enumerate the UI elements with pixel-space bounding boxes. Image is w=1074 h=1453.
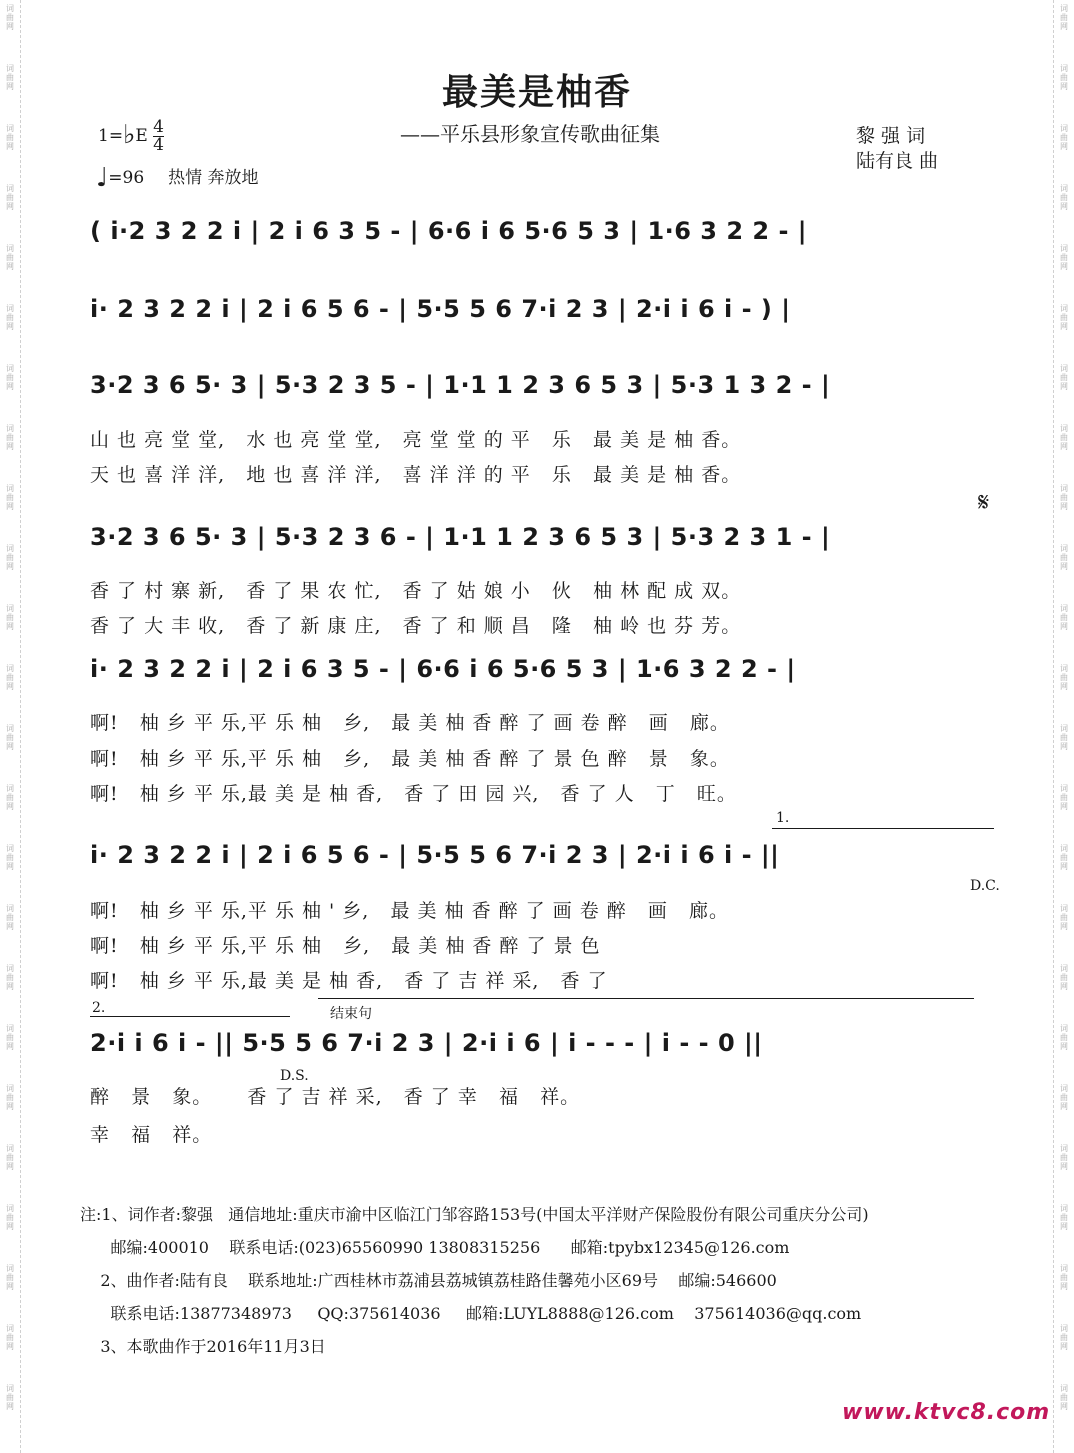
credits [856, 124, 938, 174]
dal-segno-sign-icon: 𝄋 [978, 488, 990, 518]
side-watermark-mark: 词 曲 网 [1060, 184, 1068, 211]
song-title: 最美是柚香 [441, 72, 632, 113]
lyric-line: 啊! 柚 乡 平 乐,最 美 是 柚 香, 香 了 田 园 兴, 香 了 人 丁 旺。 [90, 783, 737, 805]
side-watermark-mark: 词 曲 网 [6, 724, 14, 751]
side-watermark-mark: 词 曲 网 [6, 664, 14, 691]
lyric-line: 天 也 喜 洋 洋, 地 也 喜 洋 洋, 喜 洋 洋 的 平 乐 最 美 是 柚 香。 [90, 464, 742, 486]
side-watermark-mark: 词 曲 网 [6, 244, 14, 271]
left-side-strip [0, 0, 21, 1453]
side-watermark-mark: 词 曲 网 [1060, 424, 1068, 451]
side-watermark-mark: 词 曲 网 [6, 484, 14, 511]
side-watermark-mark: 词 曲 网 [1060, 1264, 1068, 1291]
ending-bracket [318, 998, 974, 999]
lyric-line: 香 了 村 寨 新, 香 了 果 农 忙, 香 了 姑 娘 小 伙 柚 林 配 成 双。 [90, 580, 742, 602]
lyric-line: 啊! 柚 乡 平 乐,最 美 是 柚 香, 香 了 吉 祥 采, 香 了 [90, 970, 608, 992]
side-watermark-mark: 词 曲 网 [6, 1084, 14, 1111]
footnote-line: 邮编:400010 联系电话:(023)65560990 13808315256 邮箱:tpybx12345@126.com [80, 1238, 790, 1257]
key-letter: E [135, 126, 148, 146]
lyricist-credit: 黎 强 词 [856, 125, 926, 147]
side-watermark-mark: 词 曲 网 [6, 4, 14, 31]
side-watermark-mark: 词 曲 网 [6, 604, 14, 631]
composer-credit: 陆有良 曲 [856, 150, 939, 172]
side-watermark-mark: 词 曲 网 [6, 364, 14, 391]
volta-2-label: 2. [92, 1000, 106, 1016]
side-watermark-mark: 词 曲 网 [6, 784, 14, 811]
side-watermark-mark: 词 曲 网 [1060, 724, 1068, 751]
side-watermark-mark: 词 曲 网 [6, 1324, 14, 1351]
side-watermark-mark: 词 曲 网 [6, 544, 14, 571]
score-row-intro-2: i· 2 3 2 2 i | 2 i 6 5 6 - | 5·5 5 6 7·i 2 3 | 2·i i 6 i - ) | [90, 295, 791, 323]
key-signature [98, 118, 164, 154]
footnote-line: 注:1、词作者:黎强 通信地址:重庆市渝中区临江门邹容路153号(中国太平洋财产保险股份有限公司重庆分公司) [80, 1205, 869, 1224]
side-watermark-mark: 词 曲 网 [1060, 1324, 1068, 1351]
footnote-line: 联系电话:13877348973 QQ:375614036 邮箱:LUYL8888@126.com 375614036@qq.com [80, 1304, 862, 1323]
quarter-note-icon: ♩ [96, 163, 109, 193]
lyric-line: 醉 景 象。 香 了 吉 祥 采, 香 了 幸 福 祥。 [90, 1086, 581, 1108]
song-subtitle: ——平乐县形象宣传歌曲征集 [400, 122, 660, 146]
lyric-line: 啊! 柚 乡 平 乐,平 乐 柚 乡, 最 美 柚 香 醉 了 景 色 [90, 935, 601, 957]
side-watermark-mark: 词 曲 网 [6, 1264, 14, 1291]
score-row-verse-2: 3·2 3 6 5· 3 | 5·3 2 3 6 - | 1·1 1 2 3 6 5 3 | 5·3 2 3 1 - | [90, 523, 831, 551]
volta-1-bracket [772, 828, 994, 829]
footnotes [80, 1198, 1050, 1363]
side-watermark-mark: 词 曲 网 [1060, 664, 1068, 691]
lyric-line: 啊! 柚 乡 平 乐,平 乐 柚 ' 乡, 最 美 柚 香 醉 了 画 卷 醉 画 廊。 [90, 900, 730, 922]
side-watermark-mark: 词 曲 网 [6, 1144, 14, 1171]
side-watermark-mark: 词 曲 网 [6, 124, 14, 151]
tempo-marking [96, 160, 259, 193]
side-watermark-mark: 词 曲 网 [1060, 64, 1068, 91]
time-signature-bottom: 4 [153, 135, 164, 155]
footnote-line: 3、本歌曲作于2016年11月3日 [80, 1337, 326, 1356]
side-watermark-mark: 词 曲 网 [1060, 544, 1068, 571]
lyric-line: 啊! 柚 乡 平 乐,平 乐 柚 乡, 最 美 柚 香 醉 了 画 卷 醉 画 廊。 [90, 712, 730, 734]
side-watermark-mark: 词 曲 网 [6, 184, 14, 211]
side-watermark-mark: 词 曲 网 [6, 964, 14, 991]
side-watermark-mark: 词 曲 网 [1060, 1144, 1068, 1171]
side-watermark-mark: 词 曲 网 [1060, 784, 1068, 811]
side-watermark-mark: 词 曲 网 [1060, 904, 1068, 931]
score-row-chorus-1: i· 2 3 2 2 i | 2 i 6 3 5 - | 6·6 i 6 5·6 5 3 | 1·6 3 2 2 - | [90, 655, 796, 683]
score-row-intro-1: ( i·2 3 2 2 i | 2 i 6 3 5 - | 6·6 i 6 5·6 5 3 | 1·6 3 2 2 - | [90, 217, 808, 245]
side-watermark-mark: 词 曲 网 [6, 1384, 14, 1411]
side-watermark-mark: 词 曲 网 [6, 844, 14, 871]
ds-marking: D.S. [280, 1068, 309, 1084]
site-watermark: www.ktvc8.com [842, 1400, 1051, 1425]
side-watermark-mark: 词 曲 网 [1060, 1024, 1068, 1051]
side-watermark-mark: 词 曲 网 [1060, 4, 1068, 31]
flat-sign-icon: ♭ [123, 120, 136, 150]
side-watermark-mark: 词 曲 网 [6, 304, 14, 331]
score-row-chorus-2: i· 2 3 2 2 i | 2 i 6 5 6 - | 5·5 5 6 7·i 2 3 | 2·i i 6 i - || [90, 841, 780, 869]
lyric-line: 啊! 柚 乡 平 乐,平 乐 柚 乡, 最 美 柚 香 醉 了 景 色 醉 景 象。 [90, 748, 730, 770]
side-watermark-mark: 词 曲 网 [6, 424, 14, 451]
side-watermark-mark: 词 曲 网 [1060, 244, 1068, 271]
side-watermark-mark: 词 曲 网 [1060, 1204, 1068, 1231]
ending-phrase-label: 结束句 [330, 1006, 372, 1022]
time-signature-top: 4 [153, 117, 164, 137]
lyric-line: 幸 福 祥。 [90, 1124, 213, 1146]
side-watermark-mark: 词 曲 网 [6, 1024, 14, 1051]
side-watermark-mark: 词 曲 网 [6, 64, 14, 91]
volta-2-bracket [90, 1016, 290, 1017]
side-watermark-mark: 词 曲 网 [1060, 1384, 1068, 1411]
side-watermark-mark: 词 曲 网 [1060, 364, 1068, 391]
side-watermark-mark: 词 曲 网 [1060, 964, 1068, 991]
footnote-line: 2、曲作者:陆有良 联系地址:广西桂林市荔浦县荔城镇荔桂路佳馨苑小区69号 邮编:546600 [80, 1271, 777, 1290]
tempo-bpm: =96 [108, 168, 145, 188]
right-side-strip [1053, 0, 1074, 1453]
side-watermark-mark: 词 曲 网 [6, 904, 14, 931]
tempo-mood: 热情 奔放地 [168, 168, 259, 188]
volta-1-label: 1. [776, 810, 790, 826]
side-watermark-mark: 词 曲 网 [1060, 604, 1068, 631]
score-row-ending: 2·i i 6 i - || 5·5 5 6 7·i 2 3 | 2·i i 6 | i - - - | i - - 0 || [90, 1029, 763, 1057]
lyric-line: 山 也 亮 堂 堂, 水 也 亮 堂 堂, 亮 堂 堂 的 平 乐 最 美 是 柚 香。 [90, 429, 742, 451]
side-watermark-mark: 词 曲 网 [6, 1204, 14, 1231]
side-watermark-mark: 词 曲 网 [1060, 124, 1068, 151]
dc-marking: D.C. [970, 878, 1000, 894]
time-signature [153, 119, 164, 154]
score-row-verse-1: 3·2 3 6 5· 3 | 5·3 2 3 5 - | 1·1 1 2 3 6 5 3 | 5·3 1 3 2 - | [90, 371, 831, 399]
side-watermark-mark: 词 曲 网 [1060, 484, 1068, 511]
side-watermark-mark: 词 曲 网 [1060, 304, 1068, 331]
side-watermark-mark: 词 曲 网 [1060, 844, 1068, 871]
key-prefix: 1= [98, 126, 124, 146]
side-watermark-mark: 词 曲 网 [1060, 1084, 1068, 1111]
lyric-line: 香 了 大 丰 收, 香 了 新 康 庄, 香 了 和 顺 昌 隆 柚 岭 也 芬 芳。 [90, 615, 742, 637]
